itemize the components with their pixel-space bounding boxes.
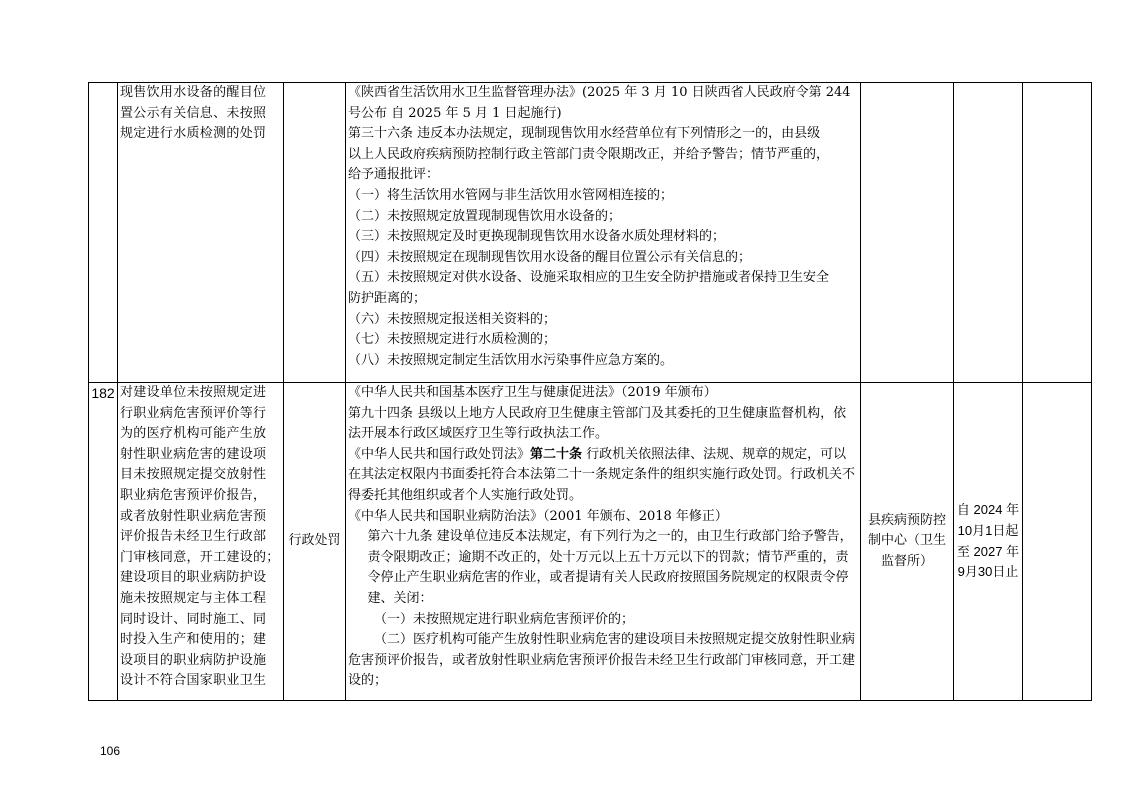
basis-line: （三）未按照规定及时更换现制现售饮用水设备水质处理材料的； [348, 229, 726, 245]
basis-cell [346, 383, 861, 701]
table-row [89, 83, 1092, 383]
law2-title: 《中华人民共和国行政处罚法》 [348, 446, 531, 462]
law2-block [348, 445, 858, 507]
period-cell: 自 2024 年10月1日起至 2027 年9月30日止 [954, 383, 1023, 701]
empty-cell [1023, 83, 1092, 383]
item-line: 或者放射性职业病危害预 [120, 508, 267, 524]
basis-line: 给予通报批评： [348, 167, 440, 183]
dept-cell [861, 83, 954, 383]
row-number: 182 [89, 383, 118, 701]
type-cell: 行政处罚 [284, 383, 346, 701]
basis-line: 第三十六条 违反本办法规定，现制现售饮用水经营单位有下列情形之一的，由县级 [348, 126, 821, 142]
item-line: 时投入生产和使用的；建 [120, 632, 267, 648]
item-line: 职业病危害预评价报告， [120, 487, 267, 503]
basis-line: （六）未按照规定报送相关资料的； [348, 311, 557, 327]
basis-line: （二）未按照规定放置现制现售饮用水设备的； [348, 208, 622, 224]
law3-item-1: （一）未按照规定进行职业病危害预评价的； [374, 611, 635, 627]
item-line: 评价报告未经卫生行政部 [120, 529, 267, 545]
item-line: 设计不符合国家职业卫生 [120, 673, 267, 689]
item-cell [118, 83, 284, 383]
item-line: 现售饮用水设备的醒目位 [120, 85, 267, 100]
basis-line: （一）将生活饮用水管网与非生活饮用水管网相连接的； [348, 187, 674, 203]
basis-line: （七）未按照规定进行水质检测的； [348, 332, 557, 348]
basis-line: 《陕西省生活饮用水卫生监督管理办法》(2025 年 3 月 10 日陕西省人民政府令第 244 [348, 85, 851, 100]
item-line: 设项目的职业病防护设施 [120, 652, 267, 668]
basis-line: （五）未按照规定对供水设备、设施采取相应的卫生安全防护措施或者保持卫生安全 [348, 270, 830, 286]
law3-title: 《中华人民共和国职业病防治法》（2001 年颁布、2018 年修正） [348, 508, 728, 524]
law2-article: 行政机关依照法律、法规、规章的规定，可以在其法定权限内书面委托符合本法第二十一条规定条件的组织实施行政处罚。行政机关不得委托其他组织或者个人实施行政处罚。 [348, 446, 856, 503]
basis-cell [346, 83, 861, 383]
type-cell [284, 83, 346, 383]
period-cell [954, 83, 1023, 383]
item-line: 门审核同意，开工建设的； [120, 549, 280, 565]
item-line: 对建设单位未按照规定进 [120, 385, 267, 400]
basis-line: 号公布 自 2025 年 5 月 1 日起施行) [348, 105, 562, 121]
law1-title: 《中华人民共和国基本医疗卫生与健康促进法》（2019 年颁布） [348, 385, 717, 400]
law2-article-label: 第二十条 [530, 446, 583, 462]
empty-cell [1023, 383, 1092, 701]
basis-line: 防护距离的； [348, 290, 427, 306]
item-line: 施未按照规定与主体工程 [120, 590, 267, 606]
table-row [89, 383, 1092, 701]
item-line: 同时设计、同时施工、同 [120, 611, 267, 627]
item-line: 置公示有关信息、未按照 [120, 105, 267, 121]
dept-cell: 县疾病预防控制中心（卫生监督所） [861, 383, 954, 701]
law1-article: 第九十四条 县级以上地方人民政府卫生健康主管部门及其委托的卫生健康监督机构，依法开展本行政区域医疗卫生等行政执法工作。 [348, 405, 847, 442]
row-number [89, 83, 118, 383]
basis-line: （八）未按照规定制定生活饮用水污染事件应急方案的。 [348, 352, 674, 368]
item-cell [118, 383, 284, 701]
item-line: 为的医疗机构可能产生放 [120, 426, 267, 442]
item-line: 射性职业病危害的建设项 [120, 446, 267, 462]
law3-article: 第六十九条 建设单位违反本法规定，有下列行为之一的，由卫生行政部门给予警告，责令限期改正；逾期不改正的，处十万元以上五十万元以下的罚款；情节严重的，责令停止产生职业病危害的作业，或者提请有关人民政府按照国务院规定的权限责令停建、关闭： [367, 529, 853, 606]
item-line: 规定进行水质检测的处罚 [120, 126, 267, 142]
law3-item-2: （二）医疗机构可能产生放射性职业病危害的建设项目未按照规定提交放射性职业病危害预评价报告，或者放射性职业病危害预评价报告未经卫生行政部门审核同意，开工建设的； [348, 632, 856, 689]
regulation-table [88, 82, 1092, 701]
item-line: 目未按照规定提交放射性 [120, 467, 267, 483]
item-line: 建设项目的职业病防护设 [120, 570, 267, 586]
item-line: 行职业病危害预评价等行 [120, 405, 267, 421]
page-number: 106 [100, 744, 121, 758]
basis-line: 以上人民政府疾病预防控制行政主管部门责令限期改正，并给予警告；情节严重的， [348, 146, 830, 162]
basis-line: （四）未按照规定在现制现售饮用水设备的醒目位置公示有关信息的； [348, 249, 752, 265]
